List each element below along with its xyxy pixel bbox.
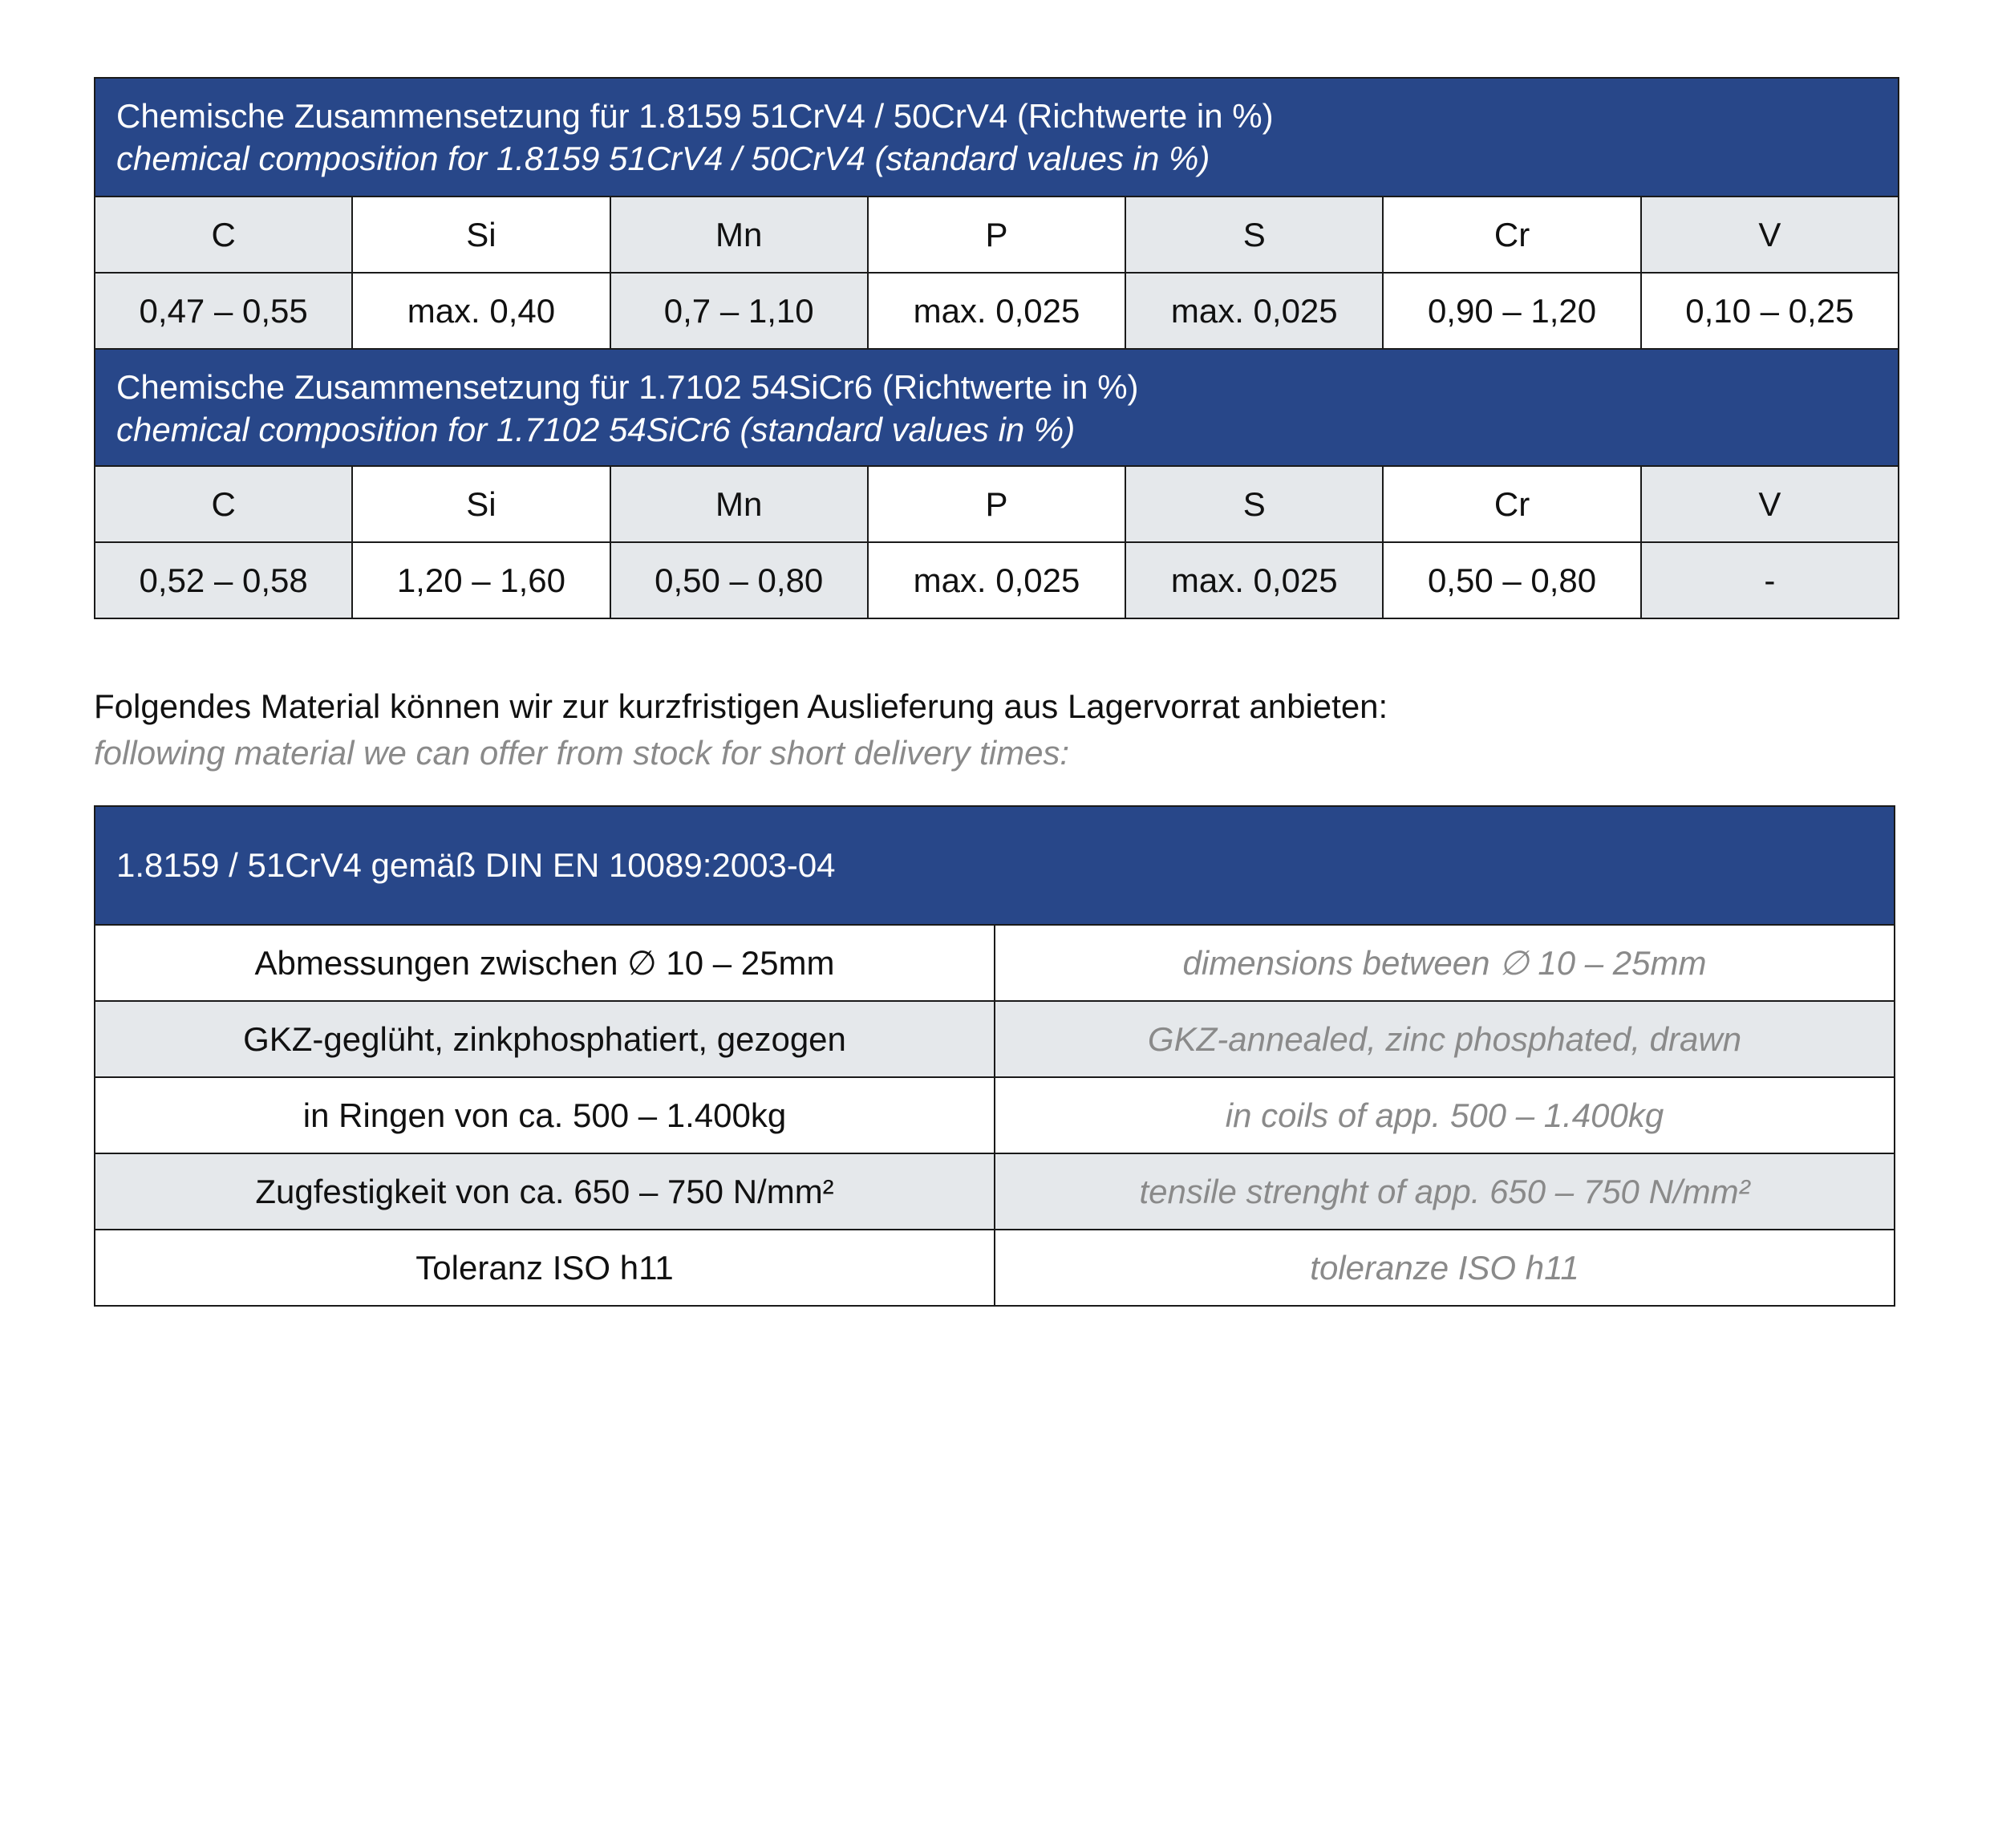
chem-table-1-title-de: Chemische Zusammensetzung für 1.8159 51CrV4 / 50CrV4 (Richtwerte in %) (116, 97, 1274, 135)
value-v: 0,10 – 0,25 (1640, 274, 1898, 348)
element-header-c: C (95, 197, 351, 272)
element-header-cr: Cr (1382, 197, 1639, 272)
stock-row-en: tensile strenght of app. 650 – 750 N/mm² (994, 1154, 1894, 1229)
value-mn: 0,7 – 1,10 (610, 274, 867, 348)
stock-row-de: Toleranz ISO h11 (415, 1248, 674, 1287)
stock-intro-en: following material we can offer from stock for short delivery times: (94, 734, 1070, 772)
value-cr: 0,90 – 1,20 (1382, 274, 1639, 348)
chem-table-1-header (95, 79, 1898, 196)
chemical-composition-table (94, 77, 1899, 619)
value-cr: 0,50 – 0,80 (1382, 543, 1639, 618)
value-si: max. 0,40 (351, 274, 609, 348)
stock-row-en: dimensions between ∅ 10 – 25mm (994, 926, 1894, 1000)
element-header-v: V (1640, 197, 1898, 272)
stock-row-tensile-strength (95, 1153, 1894, 1229)
stock-row-de: Abmessungen zwischen ∅ 10 – 25mm (254, 944, 835, 982)
chem-table-1-value-row (95, 272, 1898, 348)
stock-table-header (95, 807, 1894, 924)
element-header-mn: Mn (610, 467, 867, 541)
chem-table-2-title-en: chemical composition for 1.7102 54SiCr6 (standard values in %) (116, 411, 1076, 448)
chem-table-2-element-row (95, 465, 1898, 541)
element-header-si: Si (351, 467, 609, 541)
element-header-mn: Mn (610, 197, 867, 272)
element-header-s: S (1125, 197, 1382, 272)
element-header-cr: Cr (1382, 467, 1639, 541)
stock-material-table (94, 805, 1895, 1307)
chem-table-2-value-row (95, 541, 1898, 618)
element-header-p: P (867, 197, 1125, 272)
chem-table-1-element-row (95, 196, 1898, 272)
element-header-c: C (95, 467, 351, 541)
chem-table-2-header (95, 348, 1898, 465)
value-p: max. 0,025 (867, 274, 1125, 348)
stock-row-de: in Ringen von ca. 500 – 1.400kg (302, 1096, 787, 1134)
stock-row-dimensions (95, 924, 1894, 1000)
value-c: 0,47 – 0,55 (95, 274, 351, 348)
value-v: - (1640, 543, 1898, 618)
stock-intro-de: Folgendes Material können wir zur kurzfristigen Auslieferung aus Lagervorrat anbieten: (94, 687, 1388, 725)
value-s: max. 0,025 (1125, 543, 1382, 618)
value-mn: 0,50 – 0,80 (610, 543, 867, 618)
stock-intro (94, 683, 1388, 776)
chem-table-2-title-de: Chemische Zusammensetzung für 1.7102 54SiCr6 (Richtwerte in %) (116, 368, 1139, 406)
stock-row-tolerance (95, 1229, 1894, 1305)
stock-row-de: Zugfestigkeit von ca. 650 – 750 N/mm² (255, 1172, 834, 1210)
chem-table-1-title-en: chemical composition for 1.8159 51CrV4 / 50CrV4 (standard values in %) (116, 140, 1210, 177)
stock-table-title: 1.8159 / 51CrV4 gemäß DIN EN 10089:2003-04 (116, 846, 836, 884)
value-si: 1,20 – 1,60 (351, 543, 609, 618)
value-p: max. 0,025 (867, 543, 1125, 618)
element-header-si: Si (351, 197, 609, 272)
element-header-s: S (1125, 467, 1382, 541)
stock-row-en: GKZ-annealed, zinc phosphated, drawn (994, 1002, 1894, 1076)
stock-row-de: GKZ-geglüht, zinkphosphatiert, gezogen (243, 1019, 846, 1058)
element-header-p: P (867, 467, 1125, 541)
stock-row-treatment (95, 1000, 1894, 1076)
value-c: 0,52 – 0,58 (95, 543, 351, 618)
stock-row-coils (95, 1076, 1894, 1153)
element-header-v: V (1640, 467, 1898, 541)
stock-row-en: in coils of app. 500 – 1.400kg (994, 1078, 1894, 1153)
value-s: max. 0,025 (1125, 274, 1382, 348)
stock-row-en: toleranze ISO h11 (994, 1230, 1894, 1305)
